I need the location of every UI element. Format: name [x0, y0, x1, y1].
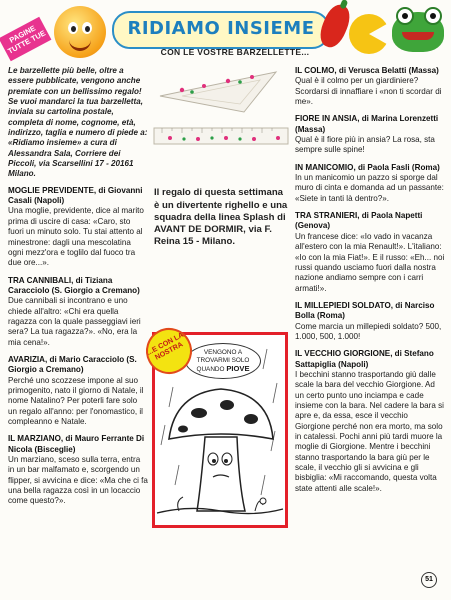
joke-title: AVARIZIA, di Mario Caracciolo (S. Giorgio a Cremano) [8, 354, 137, 375]
joke-title: TRA CANNIBALI, di Tiziana Caracciolo (S. Giorgio a Cremano) [8, 275, 140, 295]
speech-text: VENGONO A [203, 349, 243, 356]
page-number: 51 [421, 572, 437, 588]
joke-item [295, 114, 445, 155]
speech-emphasis: PIOVE [226, 363, 250, 373]
joke-item [295, 163, 445, 204]
joke-item [295, 66, 445, 107]
frog-eye-icon [424, 7, 442, 25]
joke-item [8, 186, 148, 269]
promo-sticker: ...E CON LA NOSTRA [138, 320, 200, 382]
joke-item [8, 434, 148, 506]
joke-title: IL MARZIANO, di Mauro Ferrante Di Nicola (Bisceglie) [8, 434, 145, 454]
joke-title: MOGLIE PREVIDENTE, di Giovanni Casali (Napoli) [8, 185, 143, 206]
joke-body: Come marcia un millepiedi soldato? 500, 1.000, 500, 1.000! [295, 321, 442, 341]
middle-column [145, 66, 290, 373]
speech-text: TROVARMI SOLO [196, 356, 250, 364]
joke-item [295, 211, 445, 294]
prize-text: Il regalo di questa settimana è un divertente righello e una squadra della linea Splash di AVANT DE DORMIR, via F. Reina 15 - Milano. [154, 187, 288, 248]
frog-mascot-icon [392, 12, 444, 52]
left-column [8, 66, 148, 514]
page-header [0, 0, 451, 64]
joke-body: Qual è il colmo per un giardiniere? Scordarsi di innaffiare i «non ti scordar di me». [295, 76, 442, 107]
section-badge: PAGINE TUTTE TUE [0, 17, 51, 62]
right-column [295, 66, 445, 501]
ruler-and-set-square-photo [152, 66, 290, 176]
joke-body: Due cannibali si incontrano e uno chiede all'altro: «Chi era quella ragazza con la quale passeggiavi ieri sera? La tua ragazza?». «No, era la mia cena!». [8, 296, 141, 347]
joke-body: Un marziano, sceso sulla terra, entra in un bar malfamato e, scorgendo un flipper, si avvicina e dice: «Ma che ci fa una bella ragazza così in un locaccio come questo?». [8, 455, 148, 506]
frog-mouth-icon [402, 32, 434, 40]
joke-body: Un francese dice: «Io vado in vacanza all'estero con la mia Renault!». L'italiano: «Io con la mia Fiat!». E il russo: «Eh... noi russi quando usciamo fuori dalla nostra nazione andiamo sempre con i carri armati!». [295, 231, 445, 293]
joke-title: IL COLMO, di Verusca Belatti (Massa) [295, 66, 439, 75]
joke-title: TRA STRANIERI, di Paola Napetti (Genova) [295, 211, 423, 231]
joke-item [295, 301, 445, 342]
joke-body: I becchini stanno trasportando giù dalle scale la bara del vecchio Giorgione. Ad un certo punto uno inciampa e cade insieme con la bara. Nel cadere la bara si apre e, da essa, esce il vecchio Giorgione perché non era morto, ma solo in catalessi. Pochi anni più tardi muore la moglie di Giorgione. Mentre i becchini stanno trasportando la bara giù per le scale, il vecchio gli si avvicina e gli bisbiglia: «Mi raccomando, questa volta state attenti alle scale!». [295, 369, 444, 493]
joke-body: In un manicomio un pazzo si sporge dal muro di cinta e domanda ad un passante: «Siete in tanti là dentro?». [295, 173, 444, 203]
intro-text: Le barzellette più belle, oltre a essere pubblicate, vengono anche premiate con un bellissimo regalo! Se vuoi mandarci la tua barzelletta, inviala su cartolina postale, completa di nome, cognome, età, indirizzo, taglia e numero di piede a: «Ridiamo insieme» a cura di Alessandra Sala, Corriere dei Piccoli, via Scarsellini 17 - 20161 Milano. [8, 66, 148, 179]
frog-eye-icon [396, 7, 414, 25]
joke-item [8, 355, 148, 427]
sun-eye-icon [82, 22, 92, 34]
joke-item [8, 276, 148, 348]
page-subtitle: CON LE VOSTRE BARZELLETTE... [160, 47, 310, 57]
title-banner [112, 11, 330, 49]
joke-title: IL MILLEPIEDI SOLDATO, di Narciso Bolla (Roma) [295, 300, 435, 321]
speech-text: QUANDO [196, 365, 225, 373]
joke-title: FIORE IN ANSIA, di Marina Lorenzetti (Massa) [295, 114, 439, 134]
joke-item [295, 349, 445, 494]
joke-title: IN MANICOMIO, di Paola Fasli (Roma) [295, 162, 440, 172]
chili-pepper-icon [316, 1, 355, 51]
sun-mascot-icon [54, 6, 106, 58]
page-title: RIDIAMO INSIEME [127, 18, 315, 39]
joke-body: Qual è il fiore più in ansia? La rosa, sta sempre sulle spine! [295, 135, 435, 155]
sun-eye-icon [68, 22, 78, 34]
joke-body: Una moglie, previdente, dice al marito prima di uscire di casa: «Caro, sto fuori un minuto solo. Tu stai attento al minestrone: dagli una mescolatina ogni mezz'ora e toglilo dal fuoco tra due ore...». [8, 206, 144, 268]
joke-title: IL VECCHIO GIORGIONE, di Stefano Sattapiglia (Napoli) [295, 349, 434, 369]
sun-mouth-icon [69, 38, 91, 51]
pacman-mascot-icon [349, 14, 389, 54]
joke-body: Perché uno scozzese impone al suo primogenito, nato il giorno di Natale, il nome Natalino? Per poterli fare solo un regalo all'anno: per l'onomastico, il compleanno e Natale. [8, 375, 144, 426]
speech-bubble [185, 343, 261, 379]
